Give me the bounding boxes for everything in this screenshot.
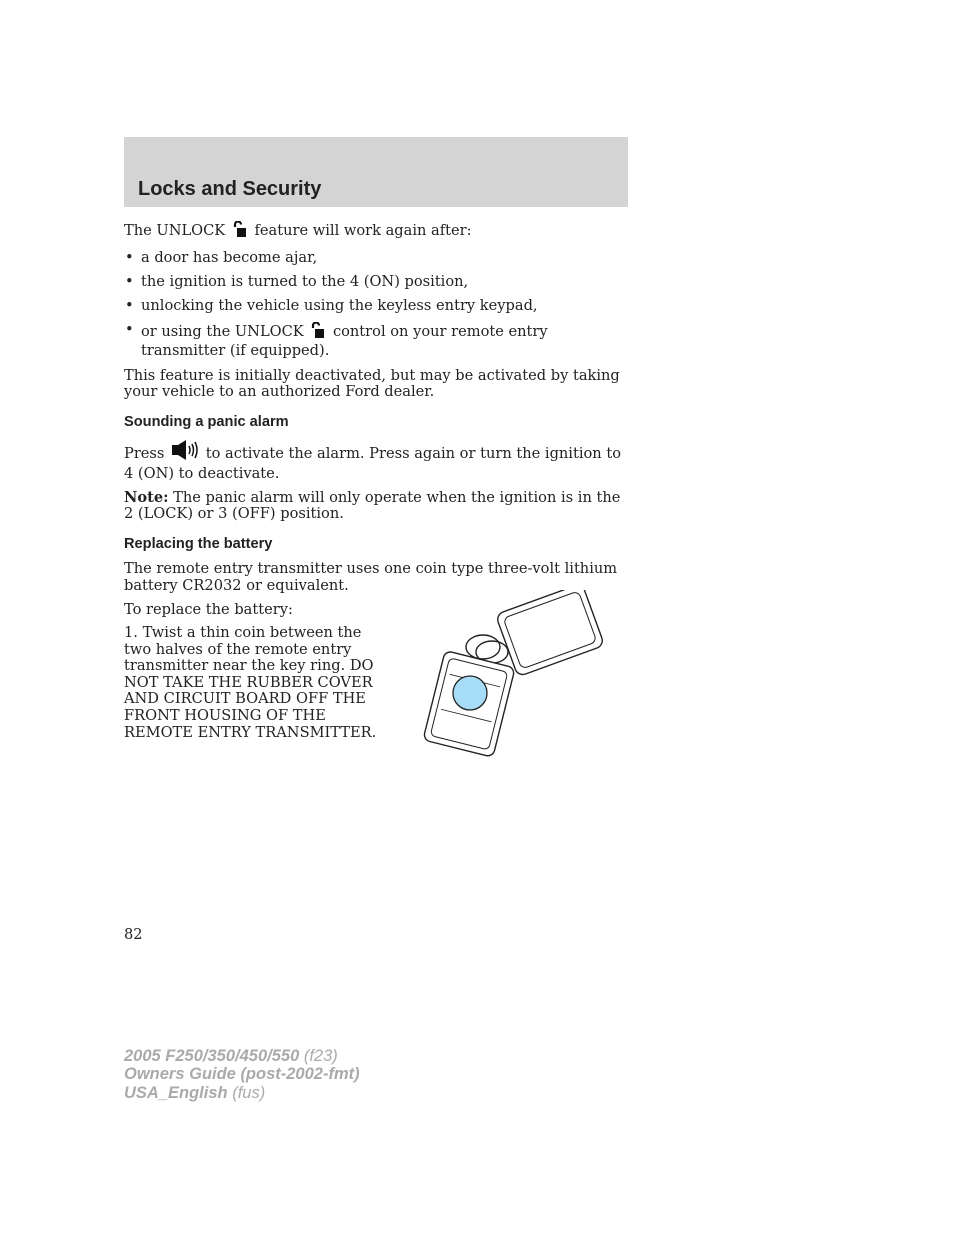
remote-transmitter-illustration [420, 590, 605, 760]
bullet-list [124, 250, 628, 360]
panic-horn-icon [171, 439, 199, 466]
footer-line-1: 2005 F250/350/450/550 (f23) [124, 1047, 338, 1065]
footer-line-2: Owners Guide (post-2002-fmt) [124, 1065, 360, 1084]
unlock-icon [232, 221, 248, 243]
section-header-band [124, 137, 628, 207]
section-title: Locks and Security [138, 178, 322, 200]
list-item: • the ignition is turned to the 4 (ON) position, [125, 272, 469, 290]
panic-note: Note: The panic alarm will only operate when the ignition is in the 2 (LOCK) or 3 (OFF) position. [124, 488, 621, 523]
battery-step-1: 1. Twist a thin coin between the two halves of the remote entry transmitter near the key ring. DO NOT TAKE THE RUBBER COVER AND CIRCUIT BOARD OFF THE FRONT HOUSING OF THE REMOTE ENTRY TRANSMITTER. [124, 624, 377, 741]
page-number: 82 [124, 926, 143, 943]
panic-alarm-heading: Sounding a panic alarm [124, 413, 289, 430]
battery-to-replace: To replace the battery: [124, 600, 293, 618]
intro-paragraph: The UNLOCK feature will work again after: [124, 221, 628, 243]
unlock-icon [310, 322, 326, 344]
list-item: • a door has become ajar, [125, 248, 318, 266]
battery-intro: The remote entry transmitter uses one coin type three-volt lithium battery CR2032 or equivalent. [124, 560, 618, 594]
battery-heading: Replacing the battery [124, 535, 273, 552]
document-footer [124, 1047, 360, 1102]
list-item: • or using the UNLOCK control on your remote entry transmitter (if equipped). [125, 320, 548, 360]
footer-line-3: USA_English (fus) [124, 1083, 266, 1102]
panic-instructions: Press to activate the alarm. Press again or turn the ignition to 4 (ON) to deactivate. [124, 439, 628, 482]
activation-paragraph: This feature is initially deactivated, but may be activated by taking your vehicle to an authorized Ford dealer. [124, 366, 620, 401]
list-item: • unlocking the vehicle using the keyless entry keypad, [125, 296, 538, 314]
